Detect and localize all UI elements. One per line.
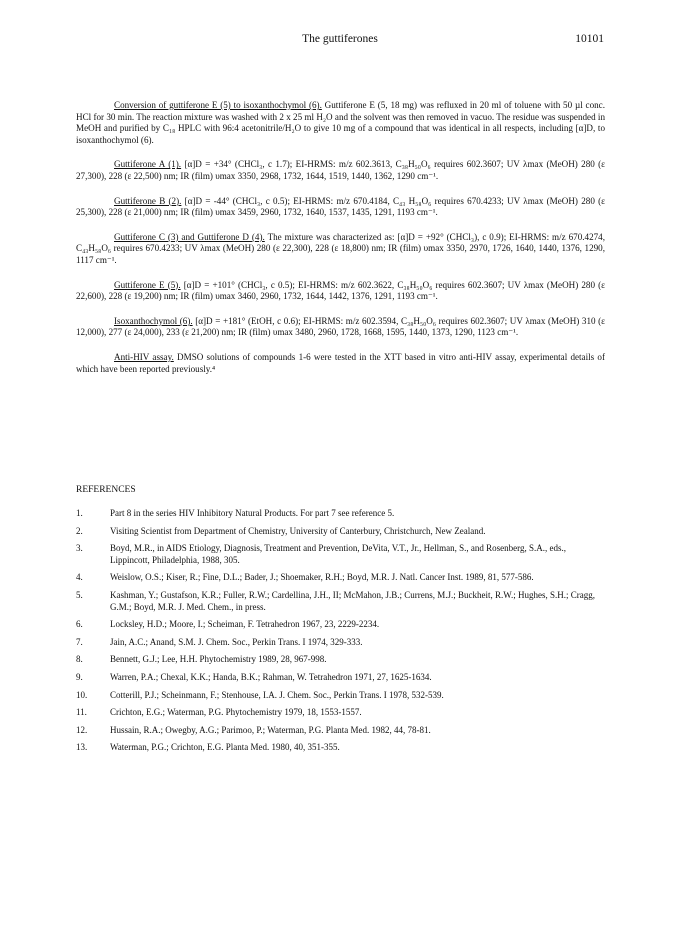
references-heading: REFERENCES [76,485,136,495]
paragraph-heading: Guttiferone E (5). [114,279,181,290]
paragraph-guttiferone-c-d [76,232,605,267]
experimental-section [76,100,605,388]
reference-text: Jain, A.C.; Anand, S.M. J. Chem. Soc., Perkin Trans. I 1974, 329-333. [110,636,363,647]
page-number: 10101 [575,33,604,45]
reference-text: Bennett, G.J.; Lee, H.H. Phytochemistry 1989, 28, 967-998. [110,654,327,665]
paragraph-heading: Anti-HIV assay. [114,351,174,362]
reference-item [76,672,605,684]
reference-item [76,572,605,584]
reference-item [76,526,605,538]
reference-number: 12. [76,724,88,735]
paragraph-text: DMSO solutions of compounds 1-6 were tested in the XTT based in vitro anti-HIV assay, experimental details of which have been reported previously.⁴ [76,351,605,374]
reference-text: Weislow, O.S.; Kiser, R.; Fine, D.L.; Bader, J.; Shoemaker, R.H.; Boyd, M.R. J. Natl. Cancer Inst. 1989, 81, 577-586. [110,572,534,583]
reference-number: 5. [76,589,83,600]
paragraph-guttiferone-e [76,280,605,303]
paragraph-text: [α]D = +34° (CHCl₃, c 1.7); EI-HRMS: m/z 602.3613, C₃₈H₅₀O₆ requires 602.3607; UV λmax (MeOH) 280 (ε 27,300), 228 (ε 22,500) nm; IR (film) υmax 3350, 2968, 1732, 1644, 1519, 1440, 1362, 1290 cm⁻¹. [76,159,605,181]
reference-number: 4. [76,572,83,583]
reference-item [76,725,605,737]
reference-item [76,654,605,666]
reference-text: Kashman, Y.; Gustafson, K.R.; Fuller, R.W.; Cardellina, J.H., II; McMahon, J.B.; Currens, M.J.; Buckheit, R.W.; Hughes, S.H.; Cragg, G.M.; Boyd, M.R. J. Med. Chem., in press. [110,589,595,612]
paragraph-heading: Guttiferone A (1). [114,159,182,170]
reference-text: Waterman, P.G.; Crichton, E.G. Planta Med. 1980, 40, 351-355. [110,742,340,753]
reference-item [76,690,605,702]
references-list [76,508,605,760]
paragraph-heading: Guttiferone B (2). [114,195,182,206]
paragraph-heading: Isoxanthochymol (6). [114,315,193,326]
paragraph-text: Guttiferone E (5, 18 mg) was refluxed in 20 ml of toluene with 50 µl conc. HCl for 30 min. The reaction mixture was washed with 2 x 25 ml H₂O and the solvent was then removed in vacuo. The residue was suspended in MeOH and purified by C₁₈ HPLC with 96:4 acetonitrile/H₂O to give 10 mg of a compound that was identical in all respects, including [α]D, to isoxanthochymol (6). [76,100,605,145]
reference-text: Boyd, M.R., in AIDS Etiology, Diagnosis, Treatment and Prevention, DeVita, V.T., Jr., Hellman, S., and Rosenberg, S.A., eds., Lippincott, Philadelphia, 1988, 305. [110,543,566,565]
reference-number: 10. [76,689,88,700]
reference-item [76,619,605,631]
paragraph-text: The mixture was characterized as: [α]D = +92° (CHCl₃), c 0.9); EI-HRMS: m/z 670.4274, C₄₃H₅₈O₆ requires 670.4233; UV λmax (MeOH) 280 (ε 22,300), 228 (ε 18,800) nm; IR (film) υmax 3350, 2970, 1726, 1640, 1440, 1376, 1290, 1117 cm⁻¹. [76,231,606,265]
reference-number: 13. [76,742,88,753]
paragraph-text: [α]D = +181° (EtOH, c 0.6); EI-HRMS: m/z 602.3594, C₃₈H₅₀O₆ requires 602.3607; UV λmax (MeOH) 310 (ε 12,000), 277 (ε 24,000), 233 (ε 21,200) nm; IR (film) υmax 3480, 2960, 1728, 1668, 1595, 1440, 1373, 1290, 1123 cm⁻¹. [76,315,605,338]
paragraph-text: [α]D = -44° (CHCl₃, c 0.5); EI-HRMS: m/z 670.4184, C₄₃ H₅₈O₆ requires 670.4233; UV λmax (MeOH) 280 (ε 25,300), 228 (ε 21,000) nm; IR (film) υmax 3459, 2960, 1732, 1640, 1537, 1435, 1291, 1193 cm⁻¹. [76,195,605,218]
reference-number: 6. [76,619,83,630]
reference-item [76,742,605,754]
reference-text: Hussain, R.A.; Owegby, A.G.; Parimoo, P.; Waterman, P.G. Planta Med. 1982, 44, 78-81. [110,724,431,735]
reference-text: Visiting Scientist from Department of Chemistry, University of Canterbury, Christchurch, New Zealand. [110,525,486,536]
reference-text: Warren, P.A.; Chexal, K.K.; Handa, B.K.; Rahman, W. Tetrahedron 1971, 27, 1625-1634. [110,671,432,682]
reference-number: 9. [76,671,83,682]
reference-text: Part 8 in the series HIV Inhibitory Natural Products. For part 7 see reference 5. [110,508,395,518]
reference-text: Locksley, H.D.; Moore, I.; Scheiman, F. Tetrahedron 1967, 23, 2229-2234. [110,619,380,630]
reference-number: 7. [76,636,83,647]
paragraph-guttiferone-a [76,159,605,182]
reference-text: Cotterill, P.J.; Scheinmann, F.; Stenhouse, I.A. J. Chem. Soc., Perkin Trans. I 1978, 532-539. [110,689,444,700]
reference-number: 8. [76,654,83,665]
reference-item [76,637,605,649]
paragraph-heading: Guttiferone C (3) and Guttiferone D (4). [114,231,265,242]
running-header [76,33,604,49]
paragraph-guttiferone-b [76,196,605,219]
reference-text: Crichton, E.G.; Waterman, P.G. Phytochemistry 1979, 18, 1553-1557. [110,707,362,718]
reference-item [76,590,605,613]
reference-item [76,707,605,719]
running-title: The guttiferones [302,33,378,45]
paragraph-heading: Conversion of guttiferone E (5) to isoxanthochymol (6). [114,100,322,110]
paragraph-text: [α]D = +101° (CHCl₃, c 0.5); EI-HRMS: m/z 602.3622, C₃₈H₅₀O₆ requires 602.3607; UV λmax (MeOH) 280 (ε 22,600), 228 (ε 19,200) nm; IR (film) υmax 3460, 2960, 1732, 1644, 1442, 1376, 1291, 1193 cm⁻¹. [76,279,605,302]
reference-item [76,508,605,520]
reference-number: 3. [76,543,83,554]
paragraph-conversion [76,100,605,146]
reference-number: 1. [76,508,83,518]
paragraph-isoxanthochymol [76,316,605,339]
reference-number: 2. [76,525,83,536]
reference-item [76,543,605,566]
paragraph-anti-hiv-assay [76,352,605,375]
reference-number: 11. [76,707,87,718]
